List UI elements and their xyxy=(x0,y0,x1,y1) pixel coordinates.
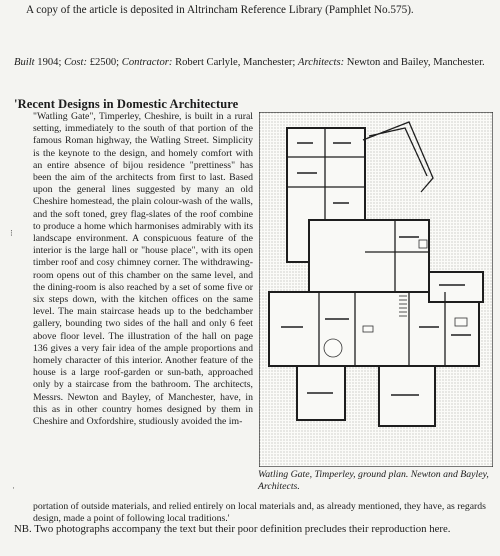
article-body-column xyxy=(33,111,253,428)
building-details xyxy=(14,56,490,70)
built-label: Built xyxy=(14,57,35,68)
scan-speck: ⁝ xyxy=(10,228,13,238)
architects-label: Architects: xyxy=(298,57,345,68)
article-heading: 'Recent Designs in Domestic Architecture xyxy=(14,97,239,111)
nb-note: NB. Two photographs accompany the text but their poor definition precludes their reproduction here. xyxy=(14,523,451,535)
article-paragraph: "Watling Gate", Timperley, Cheshire, is built in a rural setting, immediately to the south of that portion of the famous Roman highway, the Watling Street. Simplicity is the keynote to the design, and homely comfort with an entire absence of bijou residence "prettiness" has been the aim of the architects from first to last. Based upon the general lines suggested by many an old Cheshire homestead, the plain colour-wash of the walls, and the soft toned, grey flag-slates of the roof combine to produce a home which harmonises admirably with its landscape environment. A conspicuous feature of the interior is the large hall or "house place", with its open timber roof and cosy chimney corner. The withdrawing-room opens out of this chamber on the same level, and the dining-room is also reached by a set of some five or six steps down, with the kitchen offices on the same level. The main staircase heads up to the bedchamber gallery, bounding two sides of the hall and only 6 feet above floor level. The illustration of the hall on page 136 gives a very fair idea of the ample proportions and homely character of this interior. Another feature of the house is a large roof-garden or sun-bath, approached only by a staircase from the bathroom. The architects, Messrs. Newton and Bayley, of Manchester, have, in this as in other country homes designed by them in Cheshire and Oxfordshire, studiously avoided the im- xyxy=(33,111,253,428)
ground-plan-figure xyxy=(259,112,493,467)
deposit-note: A copy of the article is deposited in Altrincham Reference Library (Pamphlet No.575). xyxy=(26,4,414,16)
scan-speck: · xyxy=(12,483,15,493)
built-value: 1904; xyxy=(37,57,62,68)
article-paragraph-end: portation of outside materials, and relied entirely on local materials and, as already mentioned, they have, as regards design, made a point of following local traditions.' xyxy=(33,501,486,525)
contractor-label: Contractor: xyxy=(121,57,173,68)
cost-value: £2500; xyxy=(89,57,120,68)
architects-value: Newton and Bailey, Manchester. xyxy=(346,57,485,68)
article-body-continuation xyxy=(33,501,493,525)
figure-caption: Watling Gate, Timperley, ground plan. Newton and Bayley, Architects. xyxy=(258,469,489,492)
contractor-value: Robert Carlyle, Manchester; xyxy=(175,57,296,68)
cost-label: Cost: xyxy=(64,57,88,68)
